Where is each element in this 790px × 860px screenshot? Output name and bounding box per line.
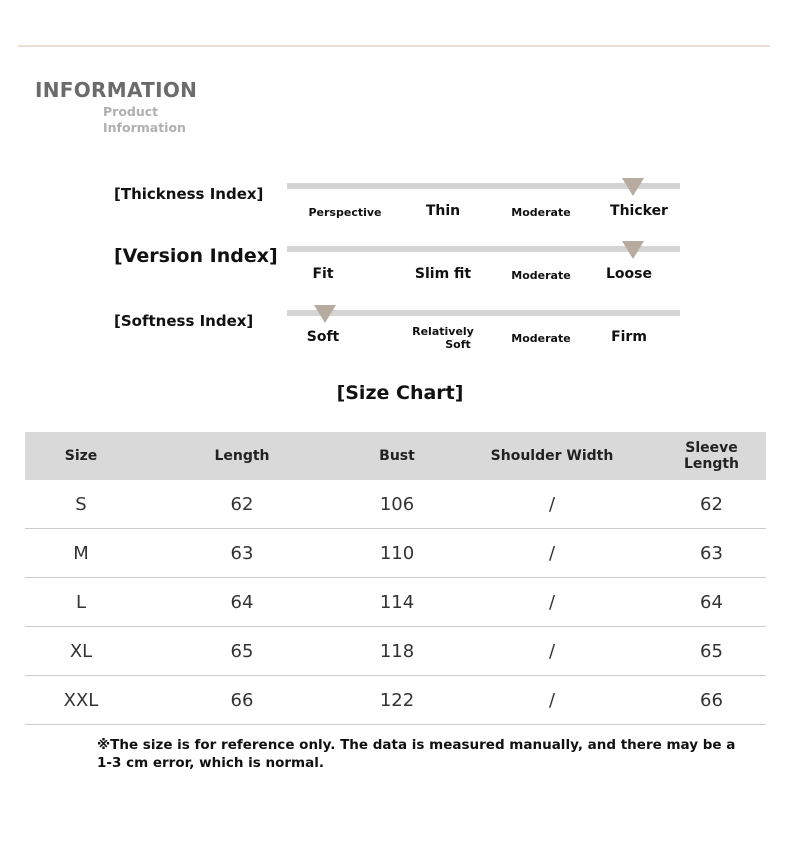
column-header: Size [25, 432, 137, 480]
table-cell: 106 [347, 480, 447, 529]
index-bar [287, 310, 680, 316]
table-cell: M [25, 529, 137, 578]
index-option: Fit [312, 266, 334, 282]
index-option: Soft [306, 329, 340, 345]
index-option: Moderate [511, 206, 571, 219]
index-marker-icon [622, 178, 644, 196]
table-cell: 65 [137, 627, 347, 676]
table-cell: / [447, 480, 657, 529]
index-label: [Softness Index] [114, 312, 254, 330]
section-title: INFORMATION [35, 78, 198, 102]
table-cell: XL [25, 627, 137, 676]
size-note: ※The size is for reference only. The data is measured manually, and there may be a 1-3 cm error, which is normal. [97, 737, 736, 771]
table-cell: 64 [657, 578, 766, 627]
table-row [25, 529, 766, 578]
table-cell: 64 [137, 578, 347, 627]
table-cell: 110 [347, 529, 447, 578]
table-cell: L [25, 578, 137, 627]
table-cell: 62 [657, 480, 766, 529]
table-cell: / [447, 676, 657, 725]
table-row [25, 480, 766, 529]
index-option: Moderate [511, 332, 571, 345]
column-header: Sleeve Length [657, 432, 766, 480]
index-option: Loose [606, 266, 652, 282]
table-cell: 65 [657, 627, 766, 676]
index-option: Relatively Soft [412, 325, 474, 351]
table-cell: 114 [347, 578, 447, 627]
size-chart-table [25, 432, 766, 725]
index-option: Thicker [610, 203, 668, 219]
column-header: Length [137, 432, 347, 480]
index-marker-icon [314, 305, 336, 323]
index-option: Moderate [511, 269, 571, 282]
table-cell: / [447, 627, 657, 676]
index-option: Slim fit [414, 266, 472, 282]
table-cell: 66 [137, 676, 347, 725]
table-cell: 122 [347, 676, 447, 725]
index-label: [Version Index] [114, 245, 278, 267]
table-row [25, 627, 766, 676]
table-cell: S [25, 480, 137, 529]
index-label: [Thickness Index] [114, 185, 264, 203]
subtitle-line-2: Information [103, 120, 186, 135]
table-cell: XXL [25, 676, 137, 725]
section-subtitle [103, 104, 186, 136]
subtitle-line-1: Product [103, 104, 159, 119]
table-cell: 63 [657, 529, 766, 578]
table-cell: / [447, 529, 657, 578]
size-chart-title: [Size Chart] [336, 382, 464, 404]
index-option: Thin [425, 203, 461, 219]
index-marker-icon [622, 241, 644, 259]
column-header: Shoulder Width [447, 432, 657, 480]
column-header: Bust [347, 432, 447, 480]
table-cell: 62 [137, 480, 347, 529]
table-row [25, 578, 766, 627]
table-cell: 66 [657, 676, 766, 725]
table-header-row [25, 432, 766, 480]
table-cell: / [447, 578, 657, 627]
index-option: Firm [611, 329, 647, 345]
table-cell: 63 [137, 529, 347, 578]
top-divider [18, 45, 770, 47]
table-cell: 118 [347, 627, 447, 676]
index-option: Perspective [308, 206, 382, 219]
table-row [25, 676, 766, 725]
